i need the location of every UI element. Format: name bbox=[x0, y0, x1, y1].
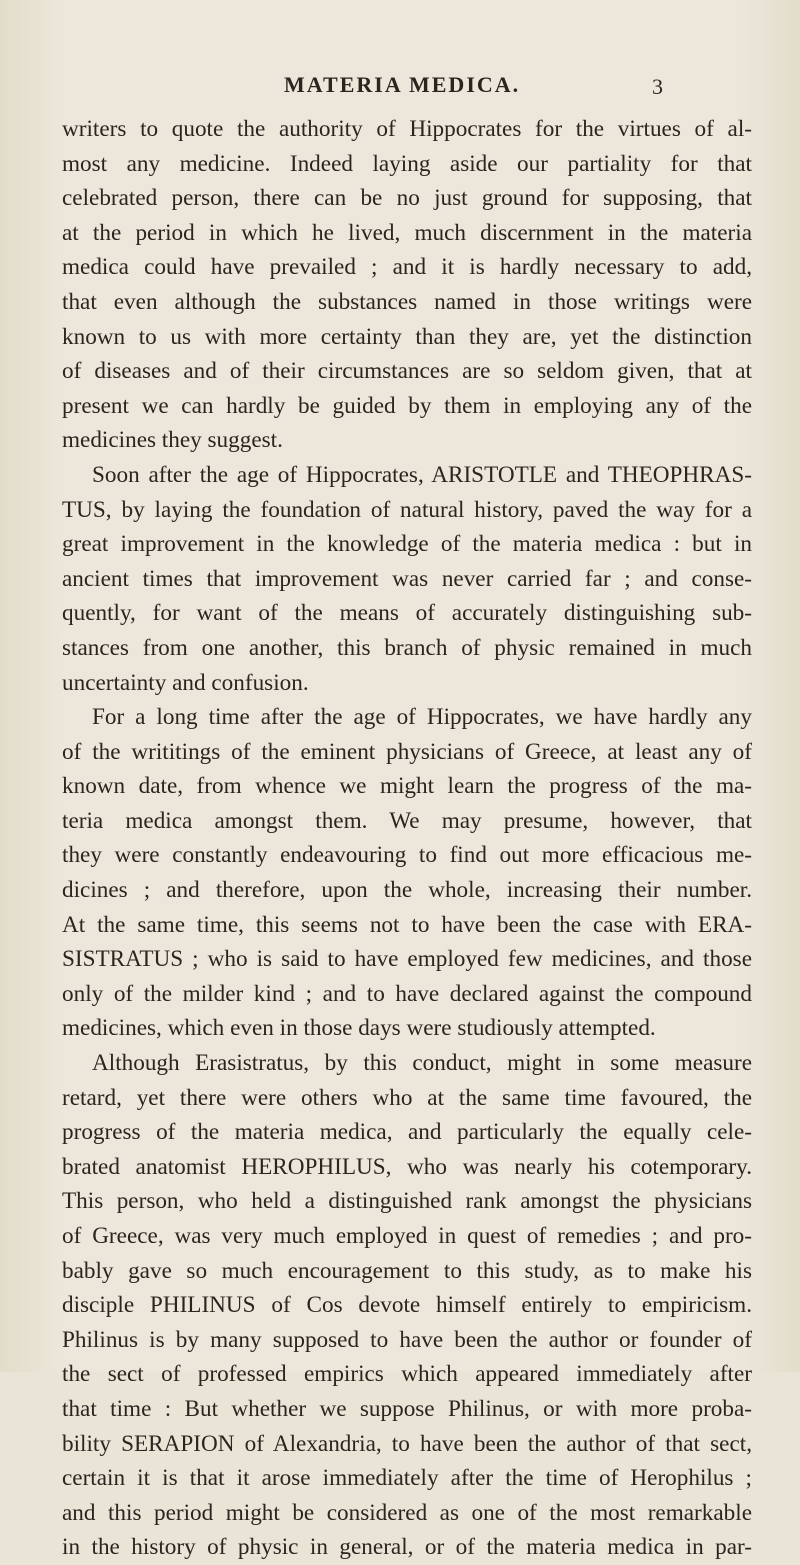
text-line: ancient times that improvement was never carried far ; and conse- bbox=[62, 565, 752, 592]
text-line: brated anatomist HEROPHILUS, who was nearly his cotemporary. bbox=[62, 1153, 752, 1180]
text-line: most any medicine. Indeed laying aside our partiality for that bbox=[62, 150, 752, 177]
text-line: that time : But whether we suppose Philinus, or with more proba- bbox=[62, 1395, 752, 1422]
text-line: bably gave so much encouragement to this study, as to make his bbox=[62, 1257, 752, 1284]
text-line: at the period in which he lived, much discernment in the materia bbox=[62, 219, 752, 246]
page-number: 3 bbox=[652, 74, 663, 99]
text-line: in the history of physic in general, or of the materia medica in par- bbox=[62, 1534, 752, 1561]
paragraph-start-line: Although Erasistratus, by this conduct, might in some measure bbox=[92, 1050, 752, 1077]
text-line: stances from one another, this branch of physic remained in much bbox=[62, 634, 752, 661]
text-line: teria medica amongst them. We may presume, however, that bbox=[62, 807, 752, 834]
text-line: SISTRATUS ; who is said to have employed few medicines, and those bbox=[62, 946, 752, 973]
text-line: the sect of professed empirics which appeared immediately after bbox=[62, 1361, 752, 1388]
text-line: This person, who held a distinguished rank amongst the physicians bbox=[62, 1188, 752, 1215]
text-line: great improvement in the knowledge of the materia medica : but in bbox=[62, 531, 752, 558]
text-line: writers to quote the authority of Hippocrates for the virtues of al- bbox=[62, 116, 752, 142]
text-line: TUS, by laying the foundation of natural history, paved the way for a bbox=[62, 496, 752, 523]
text-line: and this period might be considered as one of the most remarkable bbox=[62, 1499, 752, 1526]
text-line: certain it is that it arose immediately after the time of Herophilus ; bbox=[62, 1465, 752, 1492]
text-line: medicines, which even in those days were studiously attempted. bbox=[62, 1015, 656, 1042]
text-line: that even although the substances named in those writings were bbox=[62, 288, 752, 315]
text-line: known date, from whence we might learn the progress of the ma- bbox=[62, 773, 752, 800]
text-line: of diseases and of their circumstances are so seldom given, that at bbox=[62, 358, 752, 385]
paragraph-start-line: Soon after the age of Hippocrates, ARISTOTLE and THEOPHRAS- bbox=[92, 461, 752, 488]
text-line: celebrated person, there can be no just ground for supposing, that bbox=[62, 185, 752, 212]
text-line: only of the milder kind ; and to have declared against the compound bbox=[62, 980, 752, 1007]
text-line: of Greece, was very much employed in quest of remedies ; and pro- bbox=[62, 1223, 752, 1249]
text-line: dicines ; and therefore, upon the whole, increasing their number. bbox=[62, 877, 752, 904]
text-line: Philinus is by many supposed to have been the author or founder of bbox=[62, 1326, 752, 1353]
text-line: medica could have prevailed ; and it is hardly necessary to add, bbox=[62, 254, 752, 281]
text-line: present we can hardly be guided by them in employing any of the bbox=[62, 392, 752, 419]
text-line: of the writitings of the eminent physicians of Greece, at least any of bbox=[62, 738, 752, 765]
text-line: bility SERAPION of Alexandria, to have been the author of that sect, bbox=[62, 1430, 752, 1457]
text-line: quently, for want of the means of accurately distinguishing sub- bbox=[62, 600, 752, 627]
paragraph-start-line: For a long time after the age of Hippocrates, we have hardly any bbox=[92, 704, 752, 731]
text-line: uncertainty and confusion. bbox=[62, 669, 309, 696]
text-line: At the same time, this seems not to have been the case with ERA- bbox=[62, 911, 752, 938]
body-text bbox=[62, 112, 752, 1565]
text-line: disciple PHILINUS of Cos devote himself entirely to empiricism. bbox=[62, 1292, 752, 1319]
text-line: they were constantly endeavouring to find out more efficacious me- bbox=[62, 842, 752, 869]
text-line: known to us with more certainty than they are, yet the distinction bbox=[62, 323, 752, 350]
text-line: medicines they suggest. bbox=[62, 427, 283, 454]
text-line: progress of the materia medica, and particularly the equally cele- bbox=[62, 1119, 752, 1146]
text-line: retard, yet there were others who at the same time favoured, the bbox=[62, 1084, 752, 1111]
running-title: MATERIA MEDICA. bbox=[284, 72, 521, 97]
running-head bbox=[0, 72, 800, 104]
